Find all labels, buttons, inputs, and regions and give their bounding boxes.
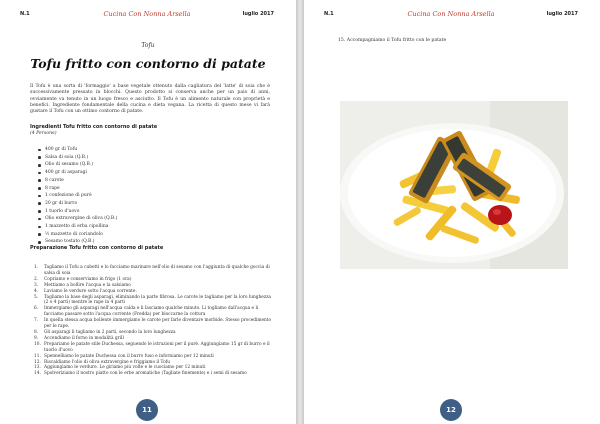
- step-item: 5. Tagliamo la base degli asparagi, eliminando la parte fibrosa. Le carote le tagliamo per la loro lunghezza (2 o 4 parti) mentre le rape in 4 parti: [34, 294, 271, 306]
- ingredient-item: 20 gr di burro: [38, 200, 117, 208]
- step-item: 8. Gli asparagi li tagliamo in 2 parti, secondo la loro lunghezza: [34, 329, 176, 335]
- tofu-fries-plate-image: [340, 101, 568, 269]
- page-number-badge: 11: [136, 399, 158, 421]
- ingredient-item: Salsa di soia (Q.B.): [38, 154, 117, 162]
- ingredients-list: [38, 146, 117, 246]
- step-item: 9. Accendiamo il forno in modalità grill: [34, 335, 124, 341]
- page-number-badge: 12: [440, 399, 462, 421]
- magazine-title: Cucina Con Nonna Arsella: [103, 10, 191, 18]
- step-item: 13. Aggiungiamo le verdure. Le giriamo più volte e le cuociamo per 12 minuti: [34, 365, 206, 371]
- recipe-intro: Il Tofu è una sorta di 'formaggio' a base vegetale ottenuto dalla cagliatura del 'latte' di soia che è successivamente pressato in blocchi. Questo prodotto si conserva anche per un paio di anni, ovviamente va tenuto in un luogo fresco e asciutto. Il Tofu è un alimento naturale con proprietà e benefici. Ingrediente fondamentale della cucina e dieta vegana. La ricetta di questo mese vi farà gustare il Tofu con un ottimo contorno di patate.: [30, 84, 270, 115]
- page-header-left: [20, 10, 274, 22]
- preparation-steps: [34, 265, 272, 377]
- ingredient-item: 8 carote: [38, 177, 117, 185]
- page-header-right: [324, 10, 578, 22]
- ingredient-item: Olio extravergine di oliva (Q.B.): [38, 215, 117, 223]
- step-item: 10. Prepariamo le patate stile Duchessa, seguendo le istruzioni per il purè. Aggiungiamo 15 gr di burro e il tuorlo d'uovo: [34, 341, 270, 353]
- recipe-photo: [340, 101, 568, 269]
- step-item: 14. Spolveriziamo il nostro piatto con le erbe aromatiche (Tagliate finemente) e i semi di sesamo: [34, 371, 247, 377]
- left-page: [0, 0, 296, 424]
- recipe-title: Tofu fritto con contorno di patate: [30, 56, 266, 71]
- ingredient-item: 1 confezione di purè: [38, 192, 117, 200]
- ingredients-heading: Ingredienti Tofu fritto con contorno di patate: [30, 124, 158, 130]
- step-item: 15. Accompagniamo il Tofu fritto con le patate: [338, 38, 447, 43]
- ingredient-item: 8 rape: [38, 185, 117, 193]
- ingredient-item: Sesamo tostato (Q.B.): [38, 238, 117, 246]
- step-item: 11. Spennelliamo le patate Duchessa con il burro fuso e inforniamo per 12 minuti: [34, 353, 214, 359]
- step-item: 4. Laviamo le verdure sotto l'acqua corrente.: [34, 288, 137, 294]
- ingredient-item: 1 mazzetto di erba cipollina: [38, 223, 117, 231]
- ingredient-item: 400 gr di Tofu: [38, 146, 117, 154]
- ingredient-item: 400 gr di asparagi: [38, 169, 117, 177]
- step-item: 2. Copriamo e conserviamo in frigo (1 ora): [34, 276, 132, 282]
- ingredient-item: ½ mazzetto di coriandolo: [38, 231, 117, 239]
- step-item: 3. Mettiamo a bollire l'acqua e la salsiamo: [34, 282, 131, 288]
- ingredient-item: 1 tuorlo d'uovo: [38, 208, 117, 216]
- right-page: [304, 0, 600, 424]
- book-spine: [296, 0, 304, 424]
- issue-number: N.1: [324, 11, 334, 17]
- issue-date: luglio 2017: [242, 11, 274, 17]
- recipe-category: Tofu: [141, 42, 155, 49]
- preparation-heading: Preparazione Tofu fritto con contorno di patate: [30, 245, 164, 251]
- servings: (4 Persone): [30, 131, 57, 136]
- issue-number: N.1: [20, 11, 30, 17]
- step-item: 12. Riscaldiamo l'olio di oliva extravergine e friggiamo il Tofu: [34, 359, 171, 365]
- step-item: 1. Tagliamo il Tofu a cubetti e lo facciamo marinare nell'olio di sesamo con l'aggiunta di qualche goccia di salsa di soia: [34, 265, 270, 276]
- step-item: 6. Immergiamo gli asparagi nell'acqua calda e li lasciamo qualche minuto. Li togliamo dall'acqua e li facciamo passare sotto l'acqua corrente (Fredda) per bloccarne la cottura: [34, 306, 259, 318]
- ingredient-item: Olio di sesamo (Q.B.): [38, 161, 117, 169]
- issue-date: luglio 2017: [546, 11, 578, 17]
- step-item: 7. In quella stessa acqua bollente immergiamo le carote per farle diventare morbide. Stesso procedimento per le rape.: [34, 318, 272, 330]
- magazine-title: Cucina Con Nonna Arsella: [407, 10, 495, 18]
